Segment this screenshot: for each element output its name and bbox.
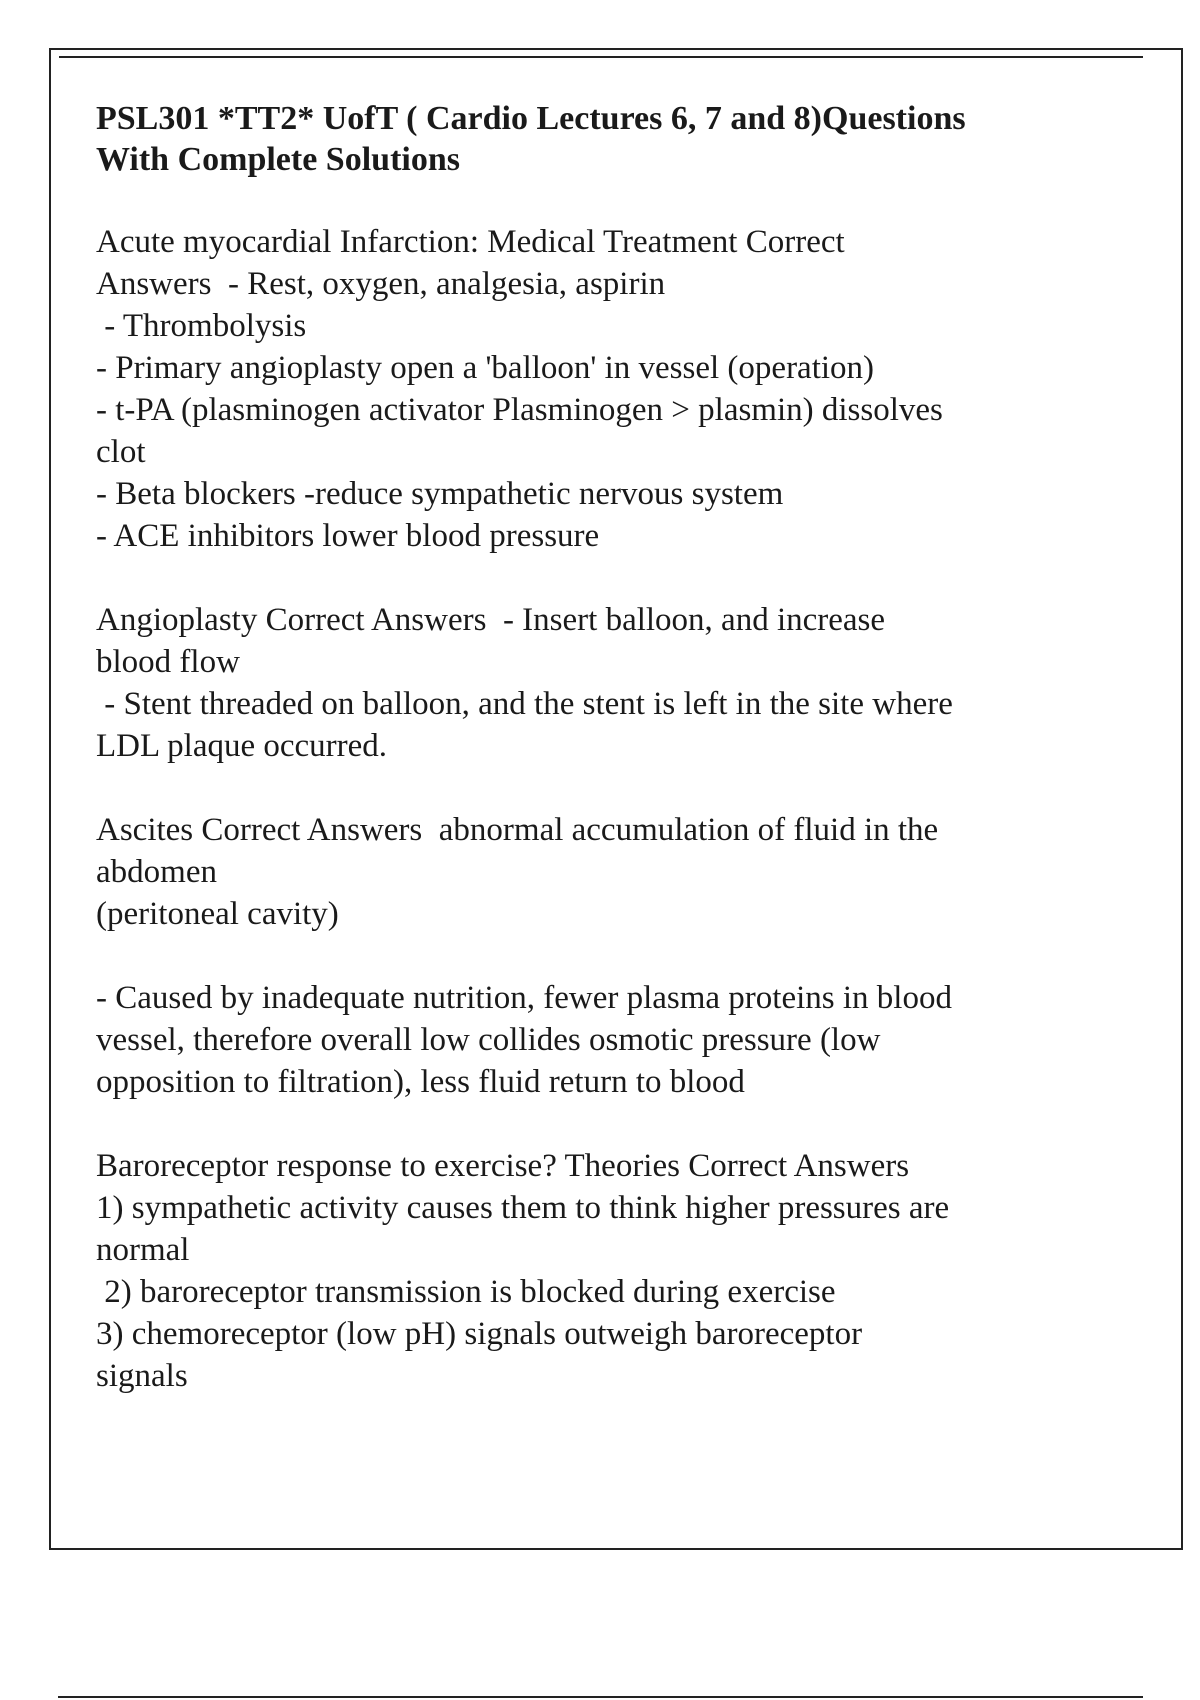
qa-entry-ascites-cause: - Caused by inadequate nutrition, fewer plasma proteins in blood vessel, therefore overall low collides osmotic pressure (low opposition to filtration), less fluid return to blood bbox=[96, 980, 952, 1100]
qa-entry-baroreceptor: Baroreceptor response to exercise? Theories Correct Answers 1) sympathetic activity causes them to think higher pressures are normal 2) baroreceptor transmission is blocked during exercise 3) chemoreceptor (low pH) signals outweigh baroreceptor signals bbox=[96, 1148, 950, 1394]
document-content bbox=[96, 98, 1096, 1439]
qa-entry-acute-mi: Acute myocardial Infarction: Medical Treatment Correct Answers - Rest, oxygen, analgesia, aspirin - Thrombolysis - Primary angioplasty open a 'balloon' in vessel (operation) - t-PA (plasminogen activator Plasminogen > plasmin) dissolves clot - Beta blockers -reduce sympathetic nervous system - ACE inhibitors lower blood pressure bbox=[96, 224, 943, 554]
bottom-rule bbox=[58, 1696, 1143, 1698]
qa-entry-angioplasty: Angioplasty Correct Answers - Insert balloon, and increase blood flow - Stent threaded on balloon, and the stent is left in the site where LDL plaque occurred. bbox=[96, 602, 953, 764]
qa-entry-ascites: Ascites Correct Answers abnormal accumulation of fluid in the abdomen (peritoneal cavity) bbox=[96, 812, 939, 932]
document-title: PSL301 *TT2* UofT ( Cardio Lectures 6, 7 and 8)Questions With Complete Solutions bbox=[96, 100, 966, 178]
frame-top-rule bbox=[59, 56, 1143, 58]
